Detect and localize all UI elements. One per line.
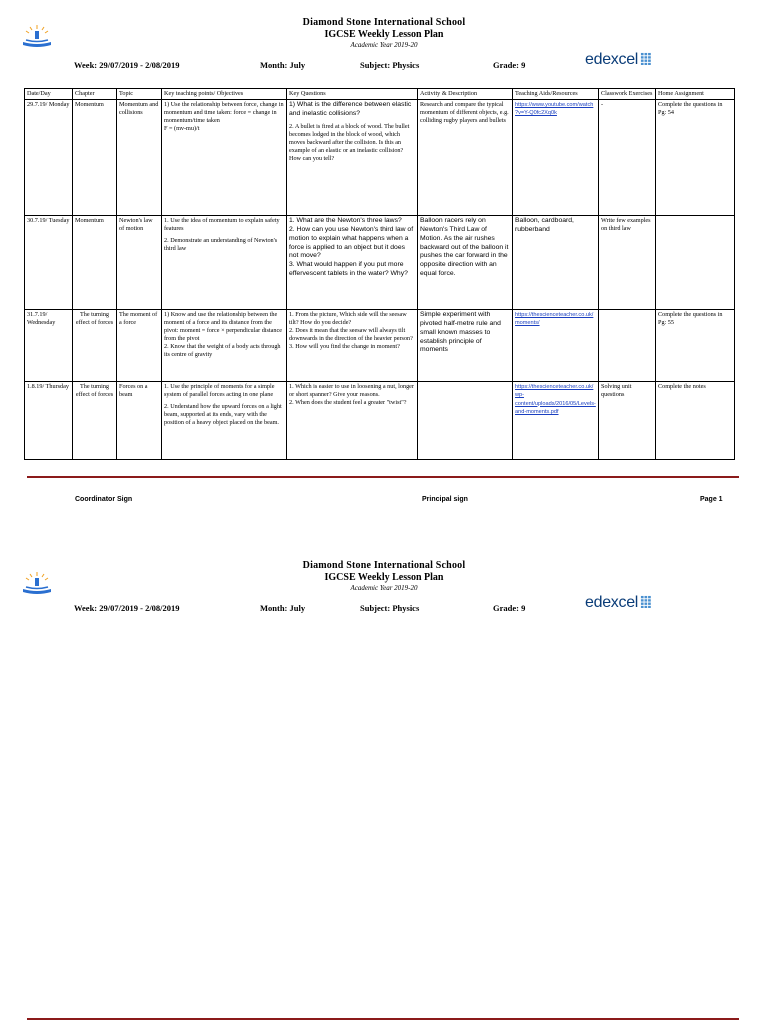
grade-label: Grade: 9 <box>493 60 526 70</box>
homework-cell <box>656 216 735 310</box>
subject-label: Subject: Physics <box>360 60 420 70</box>
table-row <box>25 382 735 460</box>
col-header: Date/Day <box>25 89 73 100</box>
topic-cell: Momentum and collisions <box>117 100 162 216</box>
objective-item: 1. Use the idea of momentum to explain safety features <box>164 217 280 233</box>
objective-item: 2. Demonstrate an understanding of Newton's third law <box>164 237 278 253</box>
col-header: Key Questions <box>287 89 418 100</box>
school-name: Diamond Stone International School <box>302 17 466 28</box>
month-label: Month: July <box>260 60 306 70</box>
table-row <box>25 216 735 310</box>
footer-divider <box>27 1018 739 1020</box>
chapter-cell: The turning effect of forces <box>73 382 117 460</box>
col-header: Teaching Aids/Resources <box>513 89 599 100</box>
question-item: 2. When does the student feel a greater "twist"? <box>289 399 407 407</box>
objective-item: 1) Use the relationship between force, change in momentum and time taken: force = change in momentum/time taken <box>164 101 284 125</box>
table-row <box>25 100 735 216</box>
activity-cell: Simple experiment with pivoted half-metre rule and small known masses to establish principle of moments <box>418 310 513 382</box>
week-label: Week: 29/07/2019 - 2/08/2019 <box>74 603 180 613</box>
edexcel-grid-icon <box>640 595 651 608</box>
resources-cell: Balloon, cardboard, rubberband <box>513 216 599 310</box>
questions-cell <box>287 100 418 216</box>
date-cell: 1.8.19/ Thursday <box>25 382 73 460</box>
date-cell: 29.7.19/ Monday <box>25 100 73 216</box>
plan-title: IGCSE Weekly Lesson Plan <box>324 29 444 40</box>
objective-item: 2. Know that the weight of a body acts through its centre of gravity <box>164 343 281 359</box>
question-item: 2. Does it mean that the seesaw will always tilt downwards in the direction of the heavier person? <box>289 327 413 343</box>
col-header: Activity & Description <box>418 89 513 100</box>
resources-cell <box>513 100 599 216</box>
chapter-cell: Momentum <box>73 216 117 310</box>
classwork-cell <box>599 310 656 382</box>
topic-cell: Forces on a beam <box>117 382 162 460</box>
chapter-cell: The turning effect of forces <box>73 310 117 382</box>
question-item: 1) What is the difference between elastic and inelastic collisions? <box>289 101 412 117</box>
homework-cell: Complete the notes <box>656 382 735 460</box>
lesson-plan-table <box>24 88 735 460</box>
objectives-cell <box>162 100 287 216</box>
week-label: Week: 29/07/2019 - 2/08/2019 <box>74 60 180 70</box>
objectives-cell <box>162 382 287 460</box>
objective-item: F = (mv-mu)/t <box>164 125 200 133</box>
resources-cell <box>513 310 599 382</box>
table-row <box>25 310 735 382</box>
subject-label: Subject: Physics <box>360 603 420 613</box>
date-cell: 31.7.19/ Wednesday <box>25 310 73 382</box>
edexcel-logo: edexcel <box>585 594 651 612</box>
question-item: 3. How will you find the change in moment? <box>289 343 400 351</box>
grade-label: Grade: 9 <box>493 603 526 613</box>
page-number: Page 1 <box>700 496 723 503</box>
objectives-cell <box>162 216 287 310</box>
question-item: 3. What would happen if you put more effervescent tablets in the water? Why? <box>289 261 408 278</box>
coordinator-sign: Coordinator Sign <box>75 496 133 503</box>
objective-item: 1. Use the principle of moments for a simple system of parallel forces acting in one plane <box>164 383 275 399</box>
edexcel-grid-icon <box>640 52 651 65</box>
col-header: Home Assignment <box>656 89 735 100</box>
resource-link[interactable]: https://thescienceteacher.co.uk/wp-content/uploads/2016/05/Levels-and-moments.pdf <box>515 384 596 415</box>
question-item: 2. A bullet is fired at a block of wood. The bullet becomes lodged in the block of wood, which moves backward after the collision. Is this an example of an elastic or an inelastic collision? How can you tell? <box>289 122 410 162</box>
resources-cell <box>513 382 599 460</box>
resource-link[interactable]: https://www.youtube.com/watch?v=Y-Q0fc2Xq0k <box>515 102 594 117</box>
principal-sign: Principal sign <box>422 496 468 503</box>
classwork-cell: - <box>599 100 656 216</box>
questions-cell <box>287 382 418 460</box>
date-cell: 30.7.19/ Tuesday <box>25 216 73 310</box>
col-header: Topic <box>117 89 162 100</box>
table-header-row <box>25 89 735 100</box>
col-header: Key teaching points/ Objectives <box>162 89 287 100</box>
plan-title: IGCSE Weekly Lesson Plan <box>324 572 444 583</box>
question-item: 1. What are the Newton's three laws? <box>289 217 402 225</box>
question-item: 2. How can you use Newton's third law of motion to explain what happens when a force is applied to an object but it does not move? <box>289 225 414 260</box>
footer-divider <box>27 476 739 478</box>
academic-year: Academic Year 2019-20 <box>350 41 418 49</box>
activity-cell <box>418 382 513 460</box>
questions-cell <box>287 216 418 310</box>
classwork-cell: Solving unit questions <box>599 382 656 460</box>
col-header: Classwork Exercises <box>599 89 656 100</box>
question-item: 1. From the picture, Which side will the seesaw tilt? How do you decide? <box>289 311 407 327</box>
school-name: Diamond Stone International School <box>302 560 466 571</box>
chapter-cell: Momentum <box>73 100 117 216</box>
topic-cell: Newton's law of motion <box>117 216 162 310</box>
topic-cell: The moment of a force <box>117 310 162 382</box>
resource-link[interactable]: https://thescienceteacher.co.uk/moments/ <box>515 312 594 327</box>
homework-cell: Complete the questions in Pg: 54 <box>656 100 735 216</box>
activity-cell: Balloon racers rely on Newton's Third Law of Motion. As the air rushes backward out of the balloon it pushes the car forward in the opposite direction with an equal force. <box>418 216 513 310</box>
objectives-cell <box>162 310 287 382</box>
edexcel-logo: edexcel <box>585 51 651 69</box>
activity-cell: Research and compare the typical momentum of different objects, e.g. colliding rugby players and bullets <box>418 100 513 216</box>
objective-item: 2. Understand how the upward forces on a light beam, supported at its ends, vary with the position of a heavy object placed on the beam. <box>164 403 282 427</box>
questions-cell <box>287 310 418 382</box>
homework-cell: Complete the questions in Pg: 55 <box>656 310 735 382</box>
question-item: 1. Which is easier to use in loosening a nut, longer or short spanner? Give your reasons. <box>289 383 414 399</box>
objective-item: 1) Know and use the relationship between the moment of a force and its distance from the pivot: moment = force × perpendicular distance from the pivot <box>164 311 282 343</box>
month-label: Month: July <box>260 603 306 613</box>
classwork-cell: Write few examples on third law <box>599 216 656 310</box>
col-header: Chapter <box>73 89 117 100</box>
academic-year: Academic Year 2019-20 <box>350 584 418 592</box>
